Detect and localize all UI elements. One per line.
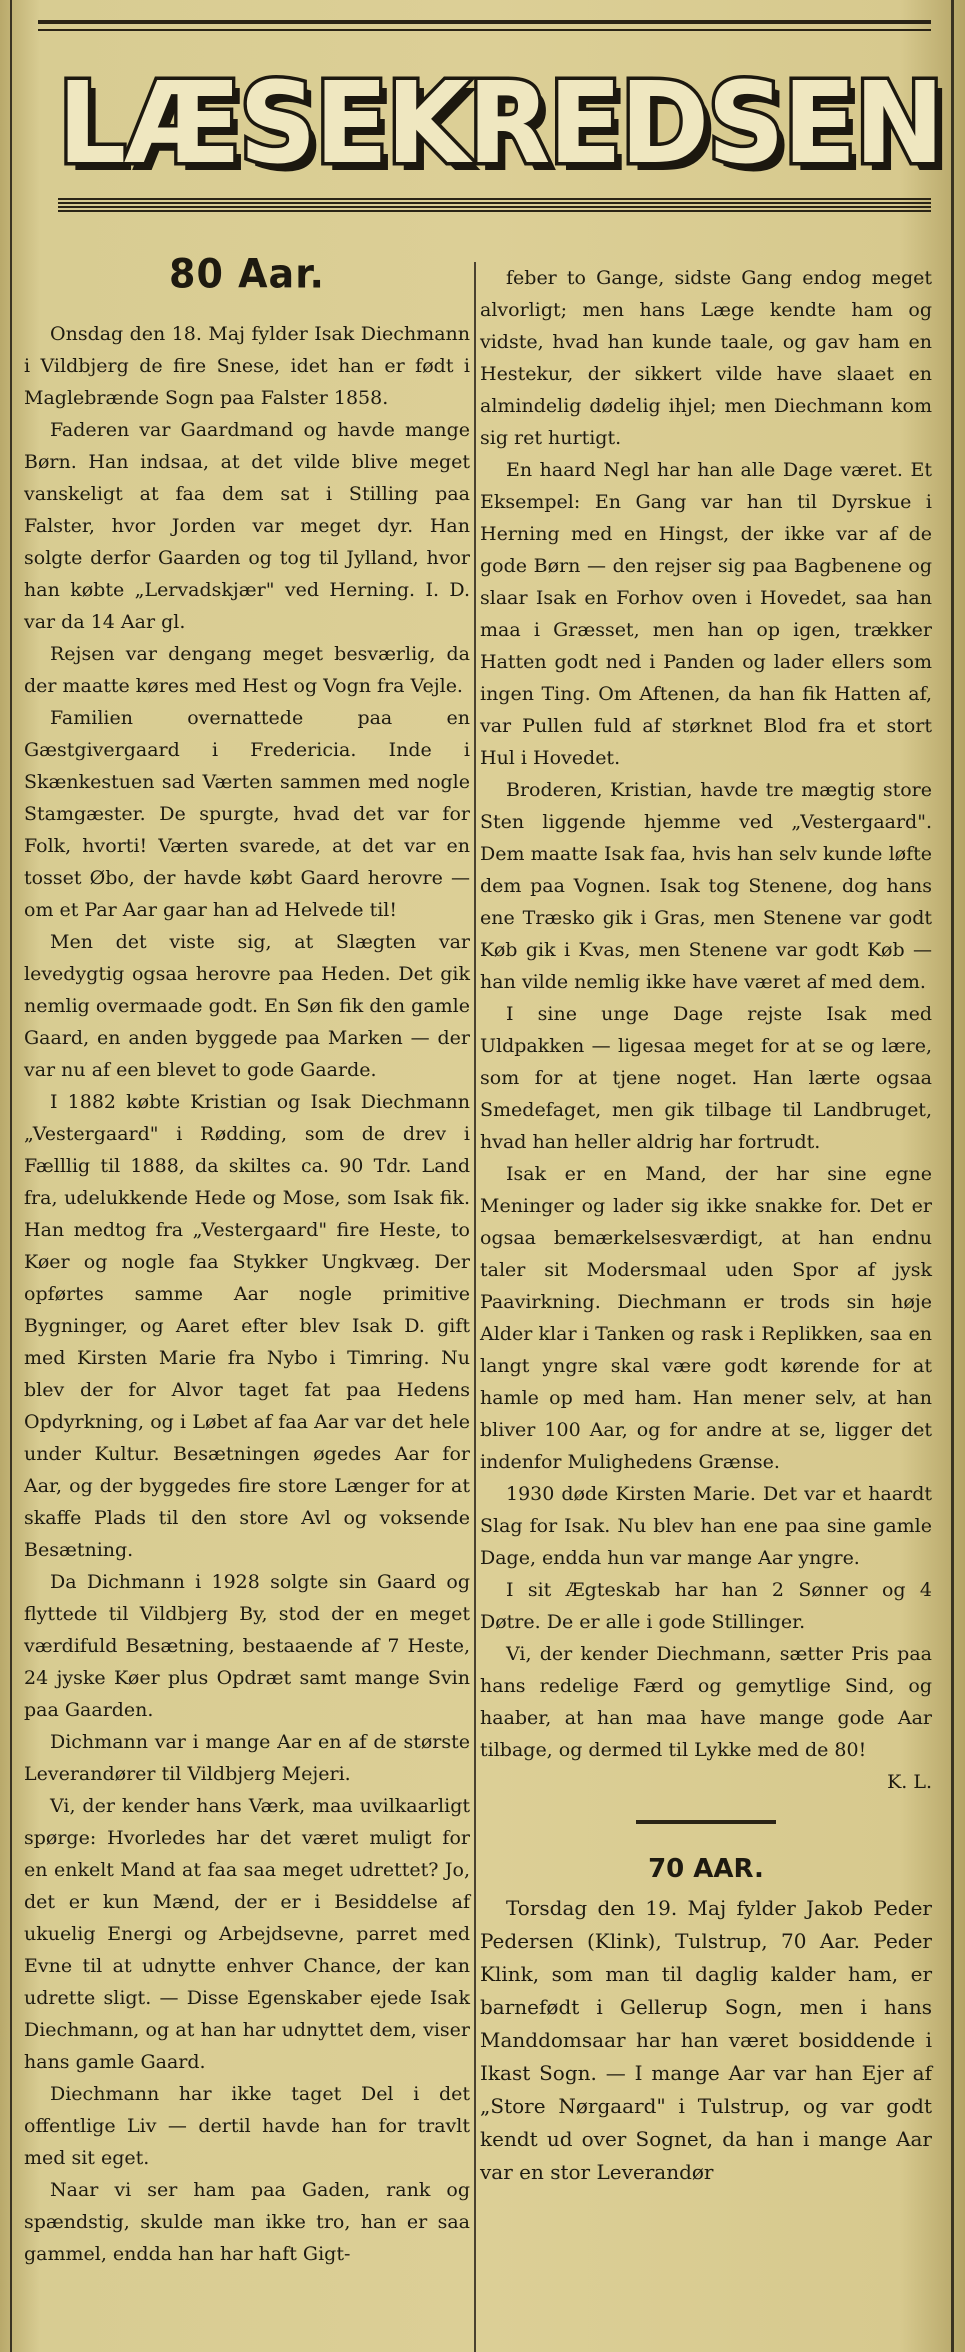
article1-left-text: [24, 318, 470, 2270]
article1-paragraph: Diechmann har ikke taget Del i det offentlige Liv — dertil havde han for travlt med sit eget.: [24, 2083, 470, 2169]
article2-paragraph: Torsdag den 19. Maj fylder Jakob Peder Pedersen (Klink), Tulstrup, 70 Aar. Peder Klink, som man til daglig kalder ham, er barnefødt i Gellerup Sogn, men i hans Manddomsaar har han været bosiddende i Ikast Sogn. — I mange Aar var han Ejer af „Store Nørgaard" i Tulstrup, og var godt kendt ud over Sognet, da han i mange Aar var en stor Leverandør: [480, 1896, 932, 2184]
right-border-rule: [951, 0, 954, 2352]
article2: [480, 1852, 932, 2189]
article1-paragraph: Isak er en Mand, der har sine egne Meninger og lader sig ikke snakke for. Det er ogsaa bemærkelsesværdigt, at han endnu taler sit Modersmaal uden Spor af jysk Paavirkning. Diechmann er trods sin høje Alder klar i Tanken og rask i Replikken, saa en langt yngre skal være godt kørende for at hamle op med ham. Han mener selv, at han bliver 100 Aar, og for andre at se, ligger det indenfor Mulighedens Grænse.: [480, 1163, 932, 1473]
article1-paragraph: Faderen var Gaardmand og havde mange Børn. Han indsaa, at det vilde blive meget vanskeligt at faa dem sat i Stilling paa Falster, hvor Jorden var meget dyr. Han solgte derfor Gaarden og tog til Jylland, hvor han købte „Lervadskjær" ved Herning. I. D. var da 14 Aar gl.: [24, 419, 470, 633]
article1-signature: K. L.: [887, 1771, 932, 1793]
article1-paragraph: Vi, der kender Diechmann, sætter Pris paa hans redelige Færd og gemytlige Sind, og haaber, at han maa have mange gode Aar tilbage, og dermed til Lykke med de 80!: [480, 1643, 932, 1761]
article1-paragraph: Da Dichmann i 1928 solgte sin Gaard og flyttede til Vildbjerg By, stod der en meget værdifuld Besætning, bestaaende af 7 Heste, 24 jyske Køer plus Opdræt samt mange Svin paa Gaarden.: [24, 1571, 470, 1721]
article-separator: [636, 1820, 776, 1824]
article1-paragraph: feber to Gange, sidste Gang endog meget alvorligt; men hans Læge kendte ham og vidste, hvad han kunde taale, og gav ham en Hestekur, der sikkert vilde have slaaet en almindelig dødelig ihjel; men Diechmann kom sig ret hurtigt.: [480, 267, 932, 449]
article1-paragraph: Onsdag den 18. Maj fylder Isak Diechmann i Vildbjerg de fire Snese, idet han er født i Maglebrænde Sogn paa Falster 1858.: [24, 323, 470, 409]
column-divider: [474, 262, 476, 2352]
article1-paragraph: I 1882 købte Kristian og Isak Diechmann „Vestergaard" i Rødding, som de drev i Fælllig til 1888, da skiltes ca. 90 Tdr. Land fra, udelukkende Hede og Mose, som Isak fik. Han medtog fra „Vestergaard" fire Heste, to Køer og nogle faa Stykker Ungkvæg. Der opførtes samme Aar nogle primitive Bygninger, og Aaret efter blev Isak D. gift med Kirsten Marie fra Nybo i Timring. Nu blev der for Alvor taget fat paa Hedens Opdyrkning, og i Løbet af faa Aar var det hele under Kultur. Besætningen øgedes Aar for Aar, og der byggedes fire store Længer for at skaffe Plads til den store Avl og voksende Besætning.: [24, 1091, 470, 1561]
article1-paragraph: Men det viste sig, at Slægten var levedygtig ogsaa herovre paa Heden. Det gik nemlig overmaade godt. En Søn fik den gamle Gaard, en anden byggede paa Marken — der var nu af een blevet to gode Gaarde.: [24, 931, 470, 1081]
masthead-top-rule: [38, 20, 931, 24]
masthead-title: LÆSEKREDSEN: [57, 59, 943, 189]
article1-paragraph: 1930 døde Kirsten Marie. Det var et haardt Slag for Isak. Nu blev han ene paa sine gamle Dage, endda hun var mange Aar yngre.: [480, 1483, 932, 1569]
article1-paragraph: En haard Negl har han alle Dage været. Et Eksempel: En Gang var han til Dyrskue i Herning med en Hingst, der ikke var af de gode Børn — den rejser sig paa Bagbenene og slaar Isak en Forhov oven i Hovedet, saa han maa i Græsset, men han op igen, trækker Hatten godt ned i Panden og lader ellers som ingen Ting. Om Aftenen, da han fik Hatten af, var Pullen fuld af størknet Blod fra et stort Hul i Hovedet.: [480, 459, 932, 769]
article1-paragraph: Broderen, Kristian, havde tre mægtig store Sten liggende hjemme ved „Vestergaard". Dem maatte Isak faa, hvis han selv kunde løfte dem paa Vognen. Isak tog Stenene, dog hans ene Træsko gik i Gras, men Stenene var godt Køb gik i Kvas, men Stenene var godt Køb — han vilde nemlig ikke have været af med dem.: [480, 779, 932, 993]
article1-paragraph: I sit Ægteskab har han 2 Sønner og 4 Døtre. De er alle i gode Stillinger.: [480, 1579, 932, 1633]
signature-line: [480, 1766, 932, 1798]
left-border-rule: [10, 0, 12, 2352]
masthead-bottom-rule: [58, 196, 931, 212]
left-column: [24, 220, 470, 2270]
article1-paragraph: Vi, der kender hans Værk, maa uvilkaarligt spørge: Hvorledes har det været muligt for en enkelt Mand at faa saa meget udrettet? Jo, det er kun Mænd, der er i Besiddelse af ukuelig Energi og Arbejdsevne, parret med Evne til at udnytte enhver Chance, der kan udrette sligt. — Disse Egenskaber ejede Isak Diechmann, og at han har udnyttet dem, viser hans gamle Gaard.: [24, 1795, 470, 2073]
article1-paragraph: Familien overnattede paa en Gæstgivergaard i Fredericia. Inde i Skænkestuen sad Værten sammen med nogle Stamgæster. De spurgte, hvad det var for Folk, hvorti! Værten svarede, at det var en tosset Øbo, der havde købt Gaard herovre — om et Par Aar gaar han ad Helvede til!: [24, 707, 470, 921]
article1-paragraph: Dichmann var i mange Aar en af de største Leverandører til Vildbjerg Mejeri.: [24, 1731, 470, 1785]
article1-paragraph: I sine unge Dage rejste Isak med Uldpakken — ligesaa meget for at se og lære, som for at tjene noget. Han lærte ogsaa Smedefaget, men gik tilbage til Landbruget, hvad han heller aldrig har fortrudt.: [480, 1003, 932, 1153]
masthead-top-rule-thin: [38, 29, 931, 31]
article2-text: [480, 1892, 932, 2189]
article1-paragraph: Rejsen var dengang meget besværlig, da der maatte køres med Hest og Vogn fra Vejle.: [24, 643, 470, 697]
article2-title: 70 AAR.: [648, 1854, 764, 1884]
article1-title: 80 Aar.: [169, 250, 325, 298]
right-column: [480, 262, 932, 2189]
article1-paragraph: Naar vi ser ham paa Gaden, rank og spændstig, skulde man ikke tro, han er saa gammel, endda han har haft Gigt-: [24, 2179, 470, 2265]
article1-right-text: [480, 262, 932, 1766]
